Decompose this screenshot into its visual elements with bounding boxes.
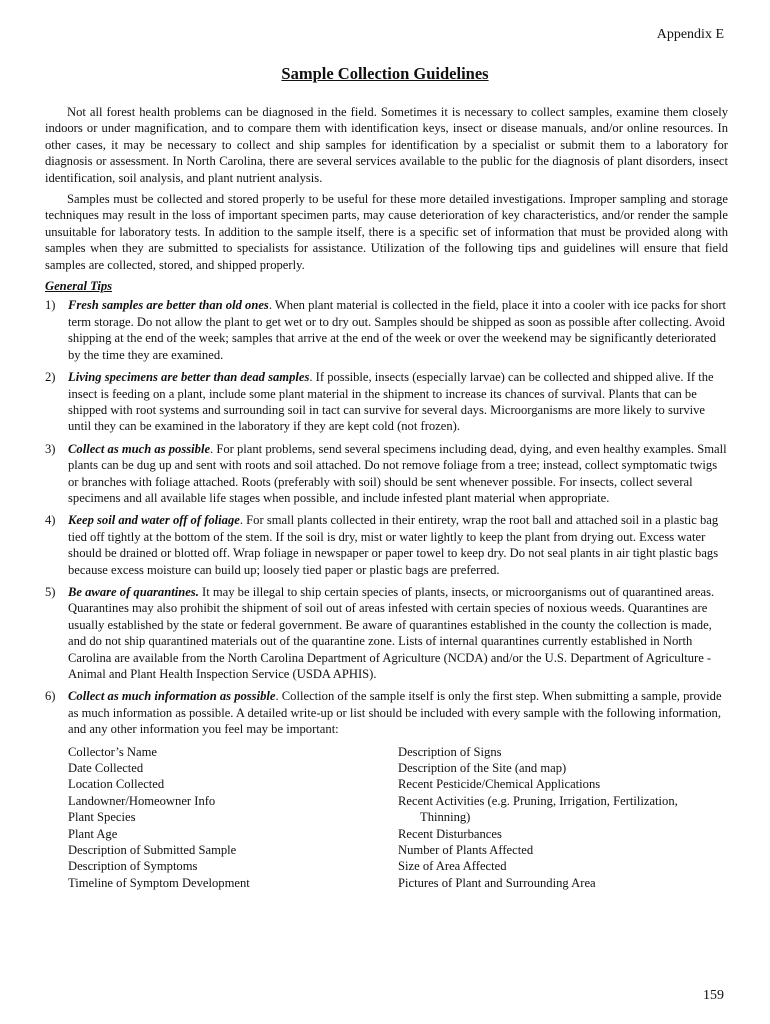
info-item: Timeline of Symptom Development: [68, 875, 250, 890]
tip-number: 1): [45, 298, 56, 313]
tip-lead: Living specimens are better than dead samples: [68, 370, 310, 385]
info-item: Date Collected: [68, 761, 144, 776]
info-item: Recent Disturbances: [398, 826, 502, 841]
info-item: Size of Area Affected: [398, 859, 507, 874]
tip-number: 3): [45, 441, 56, 456]
intro-paragraph-2: Samples must be collected and stored properly to be useful for these more detailed investigations. Improper sampling and storage techniques may result in the loss of important specimen parts, may cause deterioration of key characteristics, and/or render the sample unsuitable for laboratory tests. In addition to the sample itself, there is a specific set of information that must be provided along with samples when they are submitted to specialists for assistance. Utilization of the following tips and guidelines will ensure that field samples are collected, stored, and shipped properly.: [45, 192, 728, 272]
info-item: Landowner/Homeowner Info: [68, 793, 216, 808]
info-item: Thinning): [420, 810, 471, 825]
info-item: Description of Submitted Sample: [68, 843, 237, 858]
tip-number: 2): [45, 370, 56, 385]
tip-number: 6): [45, 689, 56, 704]
tip-text: . Collection of the sample itself is only the first step. When submitting a sample, provide as much information as possible. A detailed write-up or list should be included with every sample with the following information, and any other information you feel may be important:: [68, 689, 722, 737]
info-item: Description of Signs: [398, 744, 502, 759]
tip-text: . When plant material is collected in the field, place it into a cooler with ice packs for short term storage. Do not allow the plant to get wet or to dry out. Samples should be shipped as soon as possible after collecting. Avoid shipping at the end of the week; samples that arrive at the end of the week or over the weekend may be significantly deteriorated by the time they are examined.: [68, 298, 727, 362]
tip-lead: Be aware of quarantines.: [68, 584, 199, 599]
info-list-right: [398, 744, 728, 892]
tip-item: [45, 512, 728, 578]
info-item: Collector’s Name: [68, 744, 157, 759]
tip-item: [45, 441, 728, 507]
tip-lead: Collect as much information as possible: [68, 689, 276, 704]
info-item: Location Collected: [68, 777, 165, 792]
appendix-label: Appendix E: [656, 27, 724, 42]
info-item: Pictures of Plant and Surrounding Area: [398, 875, 596, 890]
page-title: Sample Collection Guidelines: [281, 64, 489, 83]
page-number: 159: [703, 988, 724, 1003]
info-item: Plant Age: [68, 826, 118, 841]
section-heading: General Tips: [45, 279, 113, 294]
tip-lead: Keep soil and water off of foliage: [68, 513, 240, 528]
tip-text: It may be illegal to ship certain species of plants, insects, or microorganisms out of quarantined areas. Quarantines may also prohibit the shipment of soil out of areas infested with certain species of noxious weeds. Quarantines are usually established by the state or federal government. Be aware of quarantines established in the county the collection is made, and do not ship quarantined materials out of the quarantine zone. Lists of internal quarantines currently established in North Carolina are available from the North Carolina Department of Agriculture (NCDA) and/or the U.S. Department of Agriculture - Animal and Plant Health Inspection Service (USDA APHIS).: [68, 584, 715, 681]
tip-text: . For small plants collected in their entirety, wrap the root ball and attached soil in a plastic bag tied off tightly at the bottom of the stem. If the soil is dry, mist or water lightly to keep the plant from drying out. Excess water should be drained or blotted off. Wrap foliage in newspaper or paper towel to keep dry. Do not seal plants in air tight plastic bags because excess moisture can build up; loosely tied paper or plastic bags are preferred.: [68, 513, 719, 577]
tip-item: [45, 688, 728, 737]
info-item: Recent Activities (e.g. Pruning, Irrigation, Fertilization,: [398, 793, 678, 808]
info-list: [45, 744, 728, 892]
info-item: Plant Species: [68, 810, 136, 825]
info-item: Description of Symptoms: [68, 859, 198, 874]
tip-lead: Collect as much as possible: [68, 441, 211, 456]
info-item: Number of Plants Affected: [398, 843, 534, 858]
info-item: Description of the Site (and map): [398, 761, 567, 776]
tip-text: . If possible, insects (especially larvae) can be collected and shipped alive. If the insect is feeding on a plant, include some plant material in the shipment to increase its chances of survival. Plants that can be shipped with root systems and surrounding soil in tact can survive for several days. Microorganisms are more likely to survive until they can be examined in the laboratory if they are kept cold (not frozen).: [68, 370, 714, 434]
tip-item: [45, 584, 728, 682]
tip-number: 4): [45, 513, 56, 528]
intro-paragraph-1: Not all forest health problems can be diagnosed in the field. Sometimes it is necessary to collect samples, examine them closely indoors or under magnification, and to compare them with identification keys, insect or disease manuals, and/or online resources. In other cases, it may be necessary to collect and ship samples for identification by a specialist or submit them to a laboratory for diagnosis or assessment. In North Carolina, there are several services available to the public for the diagnosis of plant disorders, insect identification, soil analysis, and plant nutrient analysis.: [45, 105, 728, 185]
tip-item: [45, 369, 728, 435]
tip-number: 5): [45, 584, 56, 599]
document-body: [45, 104, 728, 891]
info-item: Recent Pesticide/Chemical Applications: [398, 777, 601, 792]
tip-text: . For plant problems, send several specimens including dead, dying, and even healthy examples. Small plants can be dug up and sent with roots and soil attached. Do not remove foliage from a tree; instead, collect symptomatic twigs or branches with foliage attached. Roots (preferably with soil) should be sent whenever possible. For insects, collect several specimens and all available life stages when possible, and include infested plant material when appropriate.: [68, 441, 727, 505]
tip-lead: Fresh samples are better than old ones: [68, 298, 269, 313]
tip-item: [45, 297, 728, 363]
info-list-left: [68, 744, 398, 892]
